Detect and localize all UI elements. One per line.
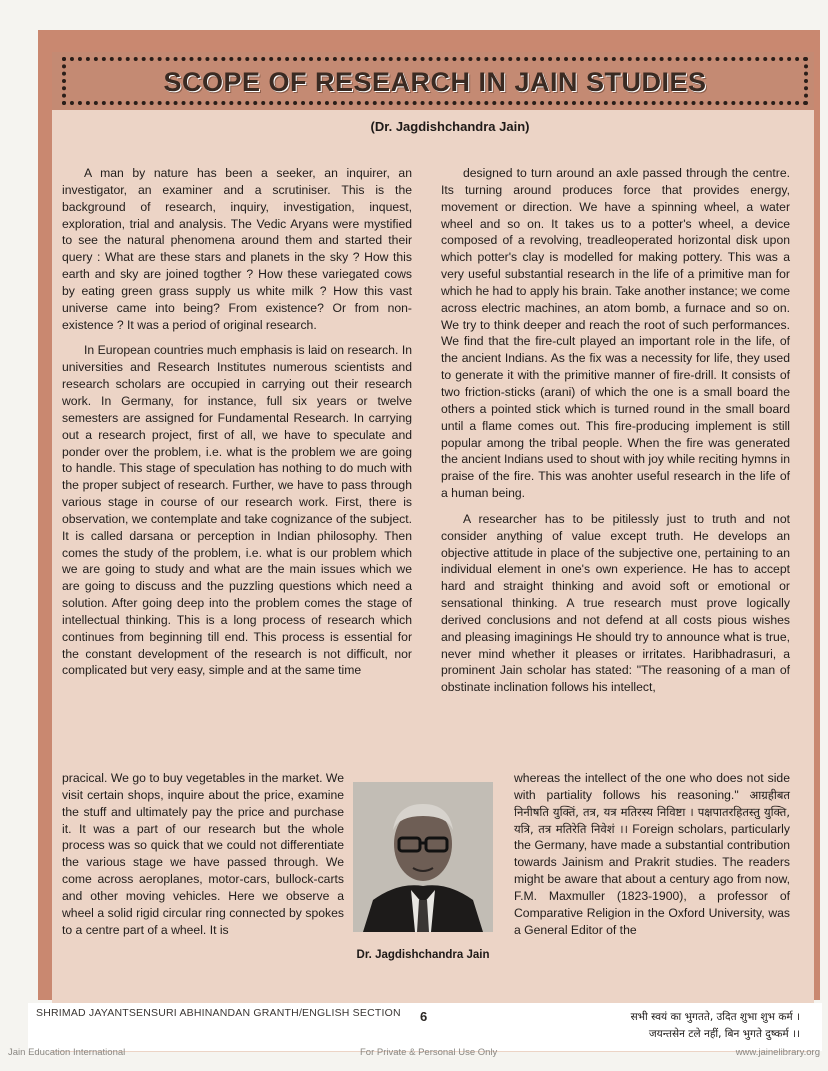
paragraph: A man by nature has been a seeker, an inquirer, an investigator, an examiner and a scrutiniser. This is the background of research, inquiry, investigation, inquest, exploration, trial and analysis. The Vedic Aryans were mystified to see the natural phenomena around them and started their query : What are these stars and planets in the sky ? How this earth and sky are joined togther ? How these variegated cows by eating green grass supply us white milk ? How this vast universe came into being? From existence? Or from non-existence ? It was a period of original research.	[62, 166, 412, 332]
verse-line: जयन्तसेन टले नहीं, बिन भुगते दुष्कर्म ।।	[648, 1028, 800, 1040]
paragraph: In European countries much emphasis is laid on research. In universities and Research Institutes numerous scientists and research scholars are occupied in carrying out their research work. In Germany, for instance, full six years or twelve semesters are assigned for Fundamental Research. In carrying out a research project, first of all, we have to speculate and ponder over the problem, i.e. what is the problem we are going to handle. This stage of speculation has nothing to do much with the proper subject of research. Further, we have to pass through various stage in course of our research work. First, there is observation, we contemplate and take cognizance of the subject. It is called darsana or perception in Indian philosophy. Then comes the study of the problem, i.e. what is our problem which we are going to study and what are the main issues which we are going to discuss and the puzzling questions which need a solution. After going deep into the problem comes the stage of intellectual thinking. This is a long process of research which continues from beginning till end. This process is essential for the constant development of the research is not difficult, nor complicated but very easy, simple and at the same time	[62, 343, 412, 678]
quote-english: whereas the intellect of the one who does not side with partiality follows his reasoning."	[514, 771, 790, 802]
page-number: 6	[420, 1009, 428, 1024]
left-wrap-text	[62, 770, 344, 938]
hindi-verse	[578, 1009, 800, 1043]
meta-left: Jain Education International	[8, 1047, 126, 1058]
left-column	[62, 165, 412, 688]
article-title: SCOPE OF RESEARCH IN JAIN STUDIES	[163, 67, 707, 97]
paragraph: designed to turn around an axle passed through the centre. Its turning around produces force that provides energy, movement or direction. We have a spinning wheel, a water wheel and so on. It takes us to a potter's wheel, a device composed of a revolving, treadleoperated horizontal disk upon which potter's clay is modelled for making pottery. This was a very useful substantial research in the life of a primitive man for which he had to apply his brain. Take another instance; we come across electric machines, an atom bomb, a furnace and so on. We try to think deeper and reach the root of such performances. We find that the fire-cult played an important role in the life, of the ancient Indians. As the fix was a necessity for life, they used to generate it with the primitive manner of fire-drill. It consists of two friction-sticks (arani) of which the one is a small board the others a pointed stick which is turned round in the small board until a flame comes out. This fire-producing implement is still popular among the tribal people. When the fire was generated the ancient Indians used to shout with joy while reciting hymns in praise of the fire. This was anohter useful research in the life of a human being.	[441, 166, 790, 501]
author-portrait	[353, 782, 493, 932]
paragraph: pracical. We go to buy vegetables in the market. We visit certain shops, inquire about the price, examine the stuff and ultimately pay the price and purchase it. It was a part of our research but the whole process was so quick that we could not differentiate the various stage we have passed through. We come across aeroplanes, motor-cars, bullock-carts and other moving vehicles. Here we observe a wheel a solid rigid circular ring connected by spokes to a centre part of a wheel. It is	[62, 771, 344, 937]
paragraph: A researcher has to be pitilessly just to truth and not consider anything of value except truth. He develops an objective attitude in place of the subjective one, pertaining to an individual element in one's own experience. He has to accept hard and straight thinking and avoid soft or emotional or sensational thinking. A true research must prove logically derived conclusions and not defend at all costs pious wishes and pleasing imaginings He should try to announce what is true, never mind whether it pleases or irritates. Haribhadrasuri, a prominent Jain scholar has stated: "The reasoning of a man of obstinate inclination follows his intellect,	[441, 511, 790, 695]
author-byline: (Dr. Jagdishchandra Jain)	[370, 119, 530, 134]
paragraph: Foreign scholars, particularly the Germany, have made a substantial contribution towards Jainism and Prakrit studies. The readers might be aware that about a century ago from now, F.M. Maxmuller (1823-1900), a professor of Comparative Religion in the Oxford University, was a General Editor of the	[514, 821, 790, 937]
portrait-caption: Dr. Jagdishchandra Jain	[356, 949, 490, 961]
meta-right: www.jainelibrary.org	[735, 1047, 820, 1058]
right-wrap-text	[514, 770, 790, 938]
sanskrit-verse: आग्रहीबत निनीषति युक्तिं, तत्र, यत्र मतिरस्य निविष्टा । पक्षपातरहितस्तु युक्ति, यत्रि, तत्र मतिरेति निवेशं ।।	[514, 787, 790, 836]
verse-line: सभी स्वयं का भुगतते, उदित शुभा शुभ कर्म ।	[630, 1011, 800, 1023]
right-column	[441, 165, 790, 705]
series-title: SHRIMAD JAYANTSENSURI ABHINANDAN GRANTH/ENGLISH SECTION	[36, 1007, 401, 1019]
meta-center: For Private & Personal Use Only	[360, 1047, 498, 1058]
portrait-illustration	[353, 782, 493, 932]
